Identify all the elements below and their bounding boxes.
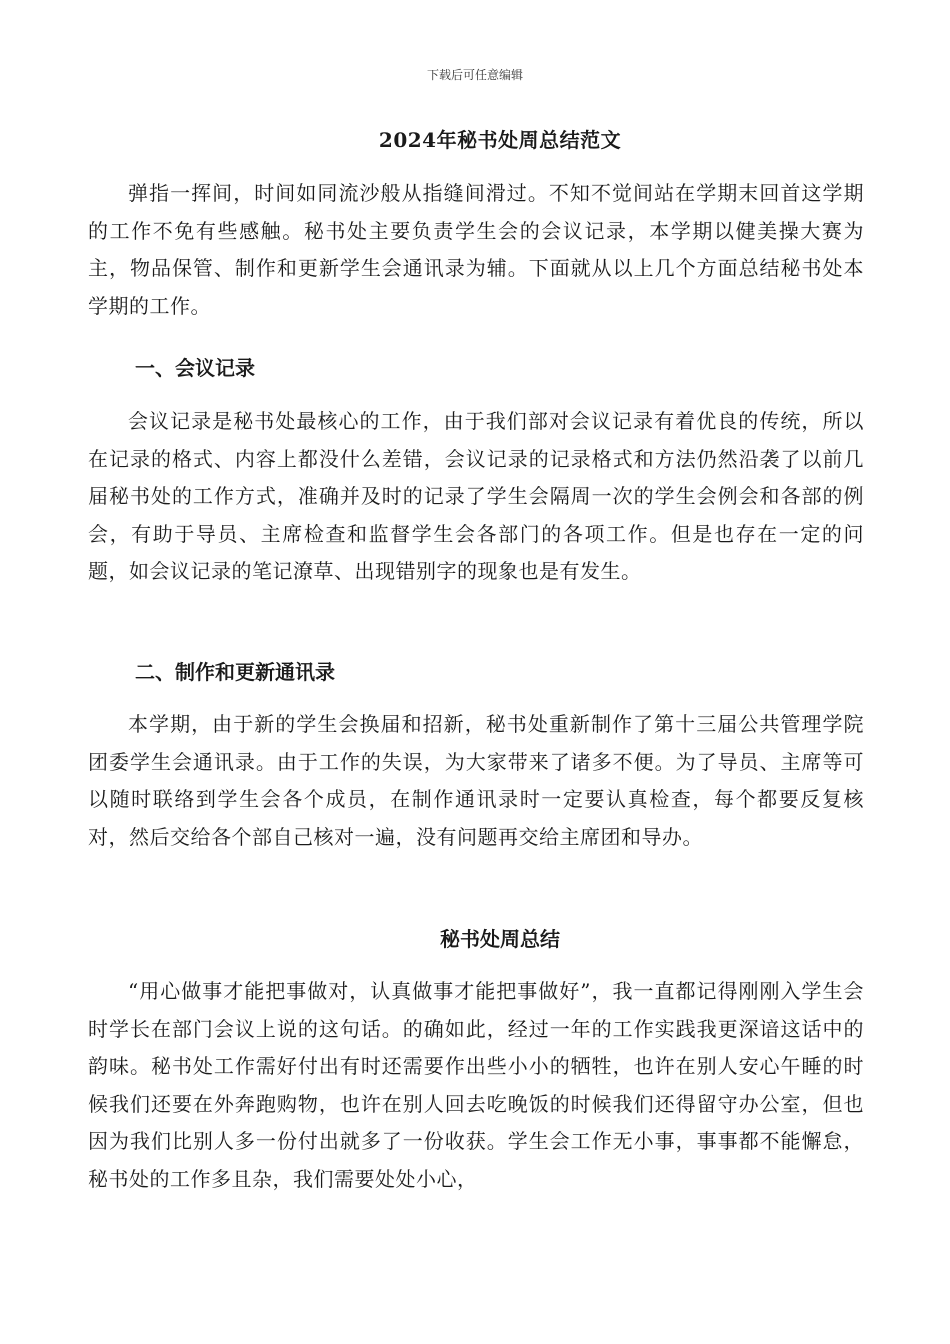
contact-list-paragraph: 本学期，由于新的学生会换届和招新，秘书处重新制作了第十三届公共管理学院团委学生会通讯录。由于工作的失误，为大家带来了诸多不便。为了导员、主席等可以随时联络到学生会各个成员，在制作通讯录时一定要认真检查，每个都要反复核对，然后交给各个部自己核对一遍，没有问题再交给主席团和导办。 [88,712,864,849]
weekly-summary-paragraph: “用心做事才能把事做对，认真做事才能把事做好”，我一直都记得刚刚入学生会时学长在部门会议上说的这句话。的确如此，经过一年的工作实践我更深谙这话中的韵味。秘书处工作需好付出有时还需要作出些小小的牺牲，也许在别人安心午睡的时候我们还要在外奔跑购物，也许在别人回去吃晚饭的时候我们还得留守办公室，但也因为我们比别人多一份付出就多了一份收获。学生会工作无小事，事事都不能懈怠，秘书处的工作多且杂，我们需要处处小心， [88,979,864,1191]
document-title: 2024年秘书处周总结范文 [378,128,622,152]
section-heading-contact-list: 二、制作和更新通讯录 [135,660,335,684]
meeting-records-section [88,403,864,591]
weekly-summary-section [88,973,864,1198]
header-note: 下载后可任意编辑 [426,68,523,82]
section-heading-meeting-records: 一、会议记录 [135,356,255,380]
intro-section [88,175,864,325]
intro-paragraph: 弹指一挥间，时间如同流沙般从指缝间滑过。不知不觉间站在学期末回首这学期的工作不免有些感触。秘书处主要负责学生会的会议记录，本学期以健美操大赛为主，物品保管、制作和更新学生会通讯录为辅。下面就从以上几个方面总结秘书处本学期的工作。 [88,181,864,318]
sub-title-weekly-summary: 秘书处周总结 [440,927,560,951]
meeting-records-paragraph: 会议记录是秘书处最核心的工作，由于我们部对会议记录有着优良的传统，所以在记录的格式、内容上都没什么差错，会议记录的记录格式和方法仍然沿袭了以前几届秘书处的工作方式，准确并及时的记录了学生会隔周一次的学生会例会和各部的例会，有助于导员、主席检查和监督学生会各部门的各项工作。但是也存在一定的问题，如会议记录的笔记潦草、出现错别字的现象也是有发生。 [88,409,864,583]
contact-list-section [88,706,864,856]
